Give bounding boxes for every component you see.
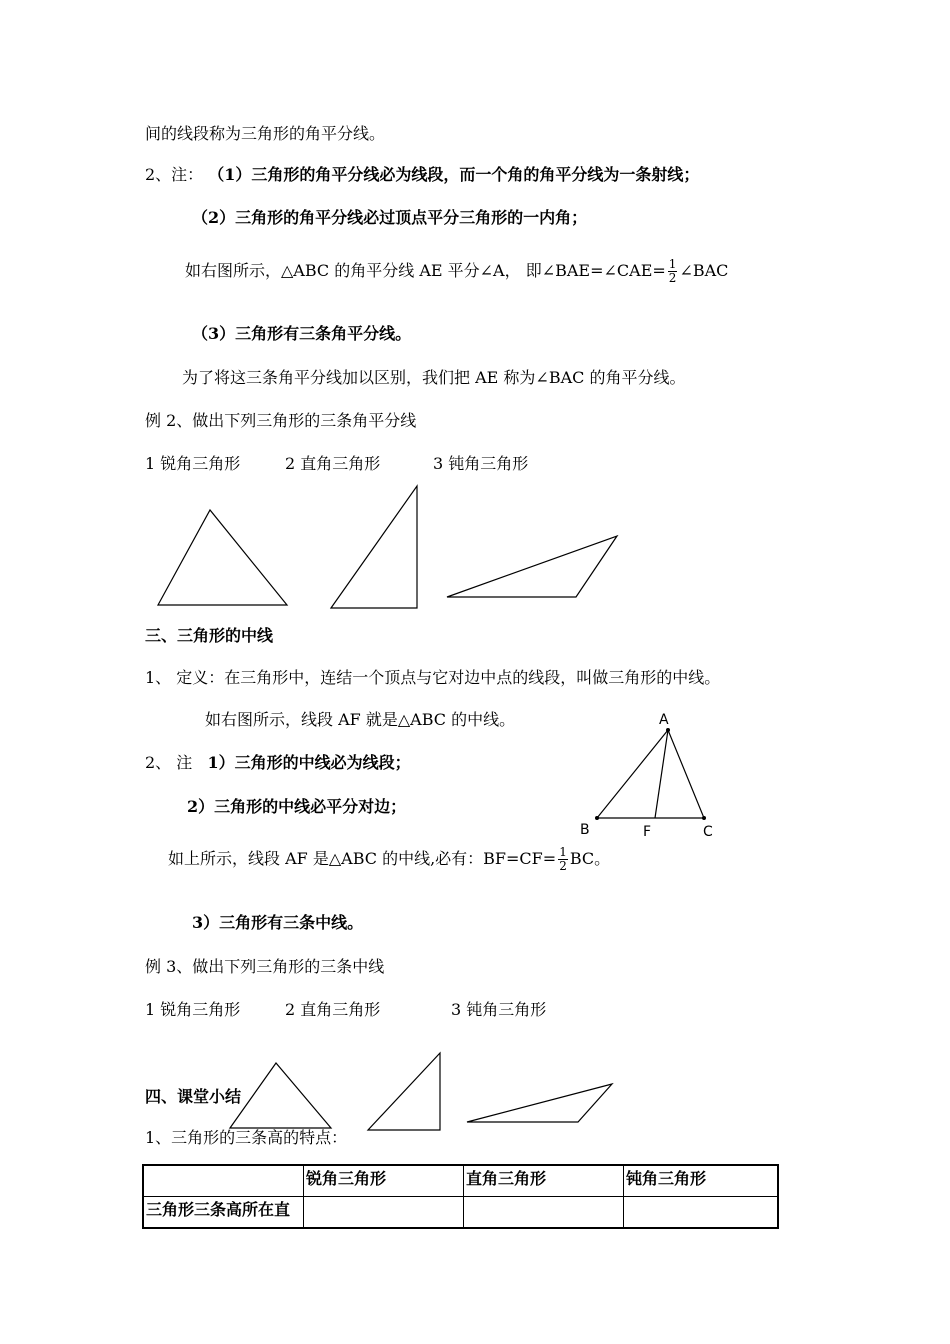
table-row (143, 1197, 778, 1229)
acute-triangle-1 (158, 510, 287, 605)
fraction-denominator-2: 2 (559, 859, 567, 873)
obtuse-triangle-1 (447, 536, 617, 597)
table-cell: 三角形三条高所在直 (143, 1197, 304, 1229)
example-2-label-right: 2 直角三角形 (285, 454, 381, 473)
median-note-item-2: 2）三角形的中线必平分对边； (187, 797, 407, 816)
table-cell (304, 1197, 464, 1229)
obtuse-triangle-2 (467, 1084, 612, 1122)
note-2-item-1: （1）三角形的角平分线必为线段，而一个角的角平分线为一条射线； (208, 165, 700, 184)
altitude-summary-table (142, 1164, 779, 1229)
table-header-cell: 锐角三角形 (304, 1165, 464, 1197)
example-3-label-obtuse: 3 钝角三角形 (451, 1000, 547, 1019)
fraction-numerator: 1 (668, 257, 677, 271)
text-line-1: 间的线段称为三角形的角平分线。 (145, 124, 386, 143)
median-example-prefix: 如上所示，线段 AF 是△ABC 的中线,必有：BF=CF= (168, 849, 557, 868)
label-f: F (643, 824, 652, 840)
example-2-label-acute: 1 锐角三角形 (145, 454, 241, 473)
right-triangle-1 (331, 486, 417, 608)
example-3-label-acute: 1 锐角三角形 (145, 1000, 241, 1019)
median-note-item-1: 1）三角形的中线必为线段； (207, 753, 411, 772)
table-header-cell: 直角三角形 (464, 1165, 624, 1197)
fraction-numerator-2: 1 (559, 845, 567, 859)
label-a: A (659, 712, 669, 728)
summary-item-1: 1、三角形的三条高的特点： (145, 1128, 348, 1147)
bisector-example-tail: ∠BAC (679, 261, 729, 280)
point-b (595, 816, 599, 820)
note-2-item-3: （3）三角形有三条角平分线。 (192, 324, 412, 343)
note-2-item-2: （2）三角形的角平分线必过顶点平分三角形的一内角； (192, 208, 588, 227)
table-header-row (143, 1165, 778, 1197)
label-c: C (703, 824, 713, 840)
fraction-denominator: 2 (668, 271, 677, 285)
example-3-title: 例 3、做出下列三角形的三条中线 (145, 957, 385, 976)
note-2-label: 2、注： (145, 165, 204, 184)
median-example-tail: BC。 (569, 849, 611, 868)
median-note-label: 2、 注 (145, 753, 193, 772)
label-b: B (580, 822, 590, 838)
point-c (702, 816, 706, 820)
section-3-title: 三、三角形的中线 (145, 626, 274, 645)
table-header-cell (143, 1165, 304, 1197)
section-4-title: 四、课堂小结 (145, 1087, 242, 1106)
right-triangle-2 (368, 1053, 440, 1130)
text-line-6: 为了将这三条角平分线加以区别，我们把 AE 称为∠BAC 的角平分线。 (182, 368, 686, 387)
example-2-title: 例 2、做出下列三角形的三条角平分线 (145, 411, 417, 430)
median-note-item-3: 3）三角形有三条中线。 (192, 913, 364, 932)
table-cell (624, 1197, 779, 1229)
acute-triangle-2 (230, 1063, 331, 1128)
median-definition: 1、 定义：在三角形中，连结一个顶点与它对边中点的线段，叫做三角形的中线。 (145, 668, 721, 687)
example-3-label-right: 2 直角三角形 (285, 1000, 381, 1019)
median-triangle-abc (597, 730, 704, 818)
table-cell (464, 1197, 624, 1229)
median-example-text: 如右图所示，线段 AF 就是△ABC 的中线。 (205, 710, 516, 729)
bisector-example-text: 如右图所示，△ABC 的角平分线 AE 平分∠A， 即∠BAE=∠CAE= (185, 261, 666, 280)
example-2-label-obtuse: 3 钝角三角形 (433, 454, 529, 473)
table-header-cell: 钝角三角形 (624, 1165, 779, 1197)
